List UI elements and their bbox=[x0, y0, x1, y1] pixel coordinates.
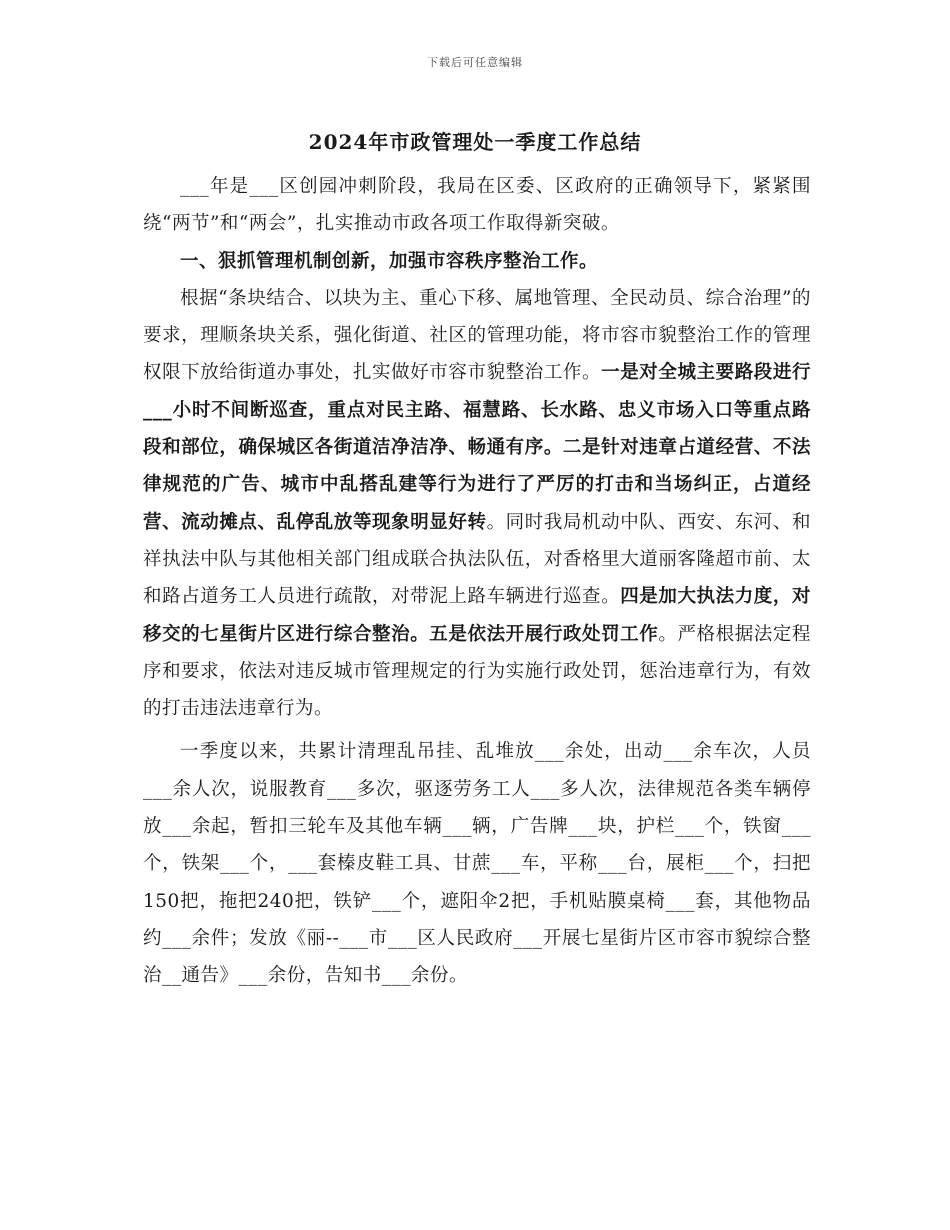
page-header: 下载后可任意编辑 bbox=[427, 56, 523, 69]
section-1-heading: 一、狠抓管理机制创新，加强市容秩序整治工作。 bbox=[180, 250, 599, 272]
section-1-text-2: 。同时我局机动中队、西安、东河、和祥执法中队与其他相关部门组成联合执法队伍，对香格里大道丽客隆超市前、太和路占道务工人员进行疏散，对带泥上路车辆进行巡查。 bbox=[143, 511, 811, 608]
section-1-body-paragraph bbox=[143, 280, 811, 728]
section-1-text-3: 。严格根据法定程序和要求，依法对违反城市管理规定的行为实施行政处罚，惩治违章行为，有效的打击违法违章行为。 bbox=[143, 623, 811, 720]
statistics-paragraph: 一季度以来，共累计清理乱吊挂、乱堆放___余处，出动___余车次，人员___余人次，说服教育___多次，驱逐劳务工人___多人次，法律规范各类车辆停放___余起，暂扣三轮车及其他车辆___辆，广告牌___块，护栏___个，铁窗___个，铁架___个，___套榛皮鞋工具、甘蔗___车，平称___台，展柜___个，扫把150把，拖把240把，铁铲___个，遮阳伞2把，手机贴膜桌椅___套，其他物品约___余件；发放《丽--___市___区人民政府___开展七星街片区市容市貌综合整治__通告》___余份，告知书___余份。 bbox=[143, 741, 811, 987]
intro-paragraph: ___年是___区创园冲刺阶段，我局在区委、区政府的正确领导下，紧紧围绕“两节”和“两会”，扎实推动市政各项工作取得新突破。 bbox=[143, 176, 811, 235]
section-1-bold-text-1: 一是对全城主要路段进行___小时不间断巡查，重点对民主路、福慧路、长水路、忠义市场入口等重点路段和部位，确保城区各街道洁净洁净、畅通有序。二是针对违章占道经营、不法律规范的广告、城市中乱搭乱建等行为进行了严厉的打击和当场纠正，占道经营、流动摊点、乱停乱放等现象明显好转 bbox=[143, 362, 811, 533]
section-1-bold-text-2: 四是加大执法力度，对移交的七星街片区进行综合整治。五是依法开展行政处罚工作 bbox=[143, 586, 811, 645]
document-body bbox=[143, 168, 811, 995]
document-title: 2024年市政管理处一季度工作总结 bbox=[308, 130, 642, 154]
section-1-text-1: 根据“条块结合、以块为主、重心下移、属地管理、全民动员、综合治理”的要求，理顺条块关系，强化街道、社区的管理功能，将市容市貌整治工作的管理权限下放给街道办事处，扎实做好市容市貌整治工作。 bbox=[143, 287, 811, 384]
